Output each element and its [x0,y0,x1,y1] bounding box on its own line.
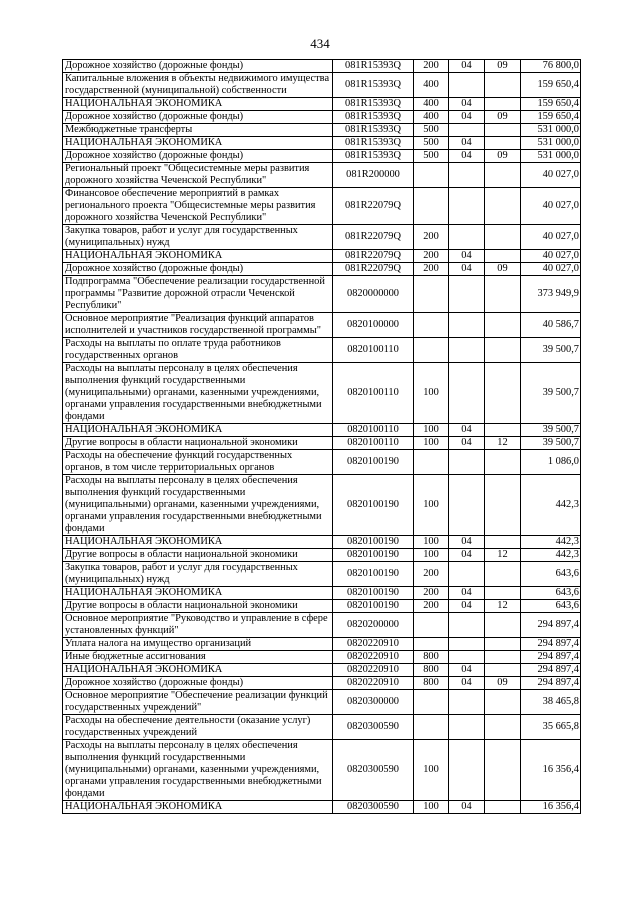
section-cell [449,363,485,424]
expense-type-cell: 100 [414,536,449,549]
table-row [63,664,581,677]
expense-type-cell [414,715,449,740]
amount-cell: 1 086,0 [521,450,581,475]
subsection-cell: 12 [485,600,521,613]
table-row [63,111,581,124]
amount-cell: 294 897,4 [521,664,581,677]
row-name-cell: Другие вопросы в области национальной экономики [63,600,333,613]
table-row [63,562,581,587]
table-row [63,651,581,664]
section-cell [449,450,485,475]
section-cell: 04 [449,263,485,276]
amount-cell: 442,3 [521,536,581,549]
section-cell [449,613,485,638]
amount-cell: 40 027,0 [521,263,581,276]
subsection-cell [485,562,521,587]
expense-type-cell [414,338,449,363]
subsection-cell [485,690,521,715]
section-cell: 04 [449,801,485,814]
section-cell: 04 [449,60,485,73]
section-cell [449,338,485,363]
table-row [63,690,581,715]
expense-type-cell [414,690,449,715]
target-code-cell: 0820100190 [333,536,414,549]
subsection-cell [485,188,521,225]
target-code-cell: 081R15393Q [333,137,414,150]
target-code-cell: 0820100190 [333,475,414,536]
amount-cell: 294 897,4 [521,613,581,638]
row-name-cell: Расходы на обеспечение деятельности (оказание услуг) государственных учреждений [63,715,333,740]
expense-type-cell: 100 [414,740,449,801]
amount-cell: 38 465,8 [521,690,581,715]
amount-cell: 35 665,8 [521,715,581,740]
table-row [63,740,581,801]
expense-type-cell [414,313,449,338]
subsection-cell [485,424,521,437]
target-code-cell: 0820100190 [333,587,414,600]
target-code-cell: 081R22079Q [333,188,414,225]
target-code-cell: 0820100190 [333,549,414,562]
target-code-cell: 0820100000 [333,313,414,338]
amount-cell: 531 000,0 [521,124,581,137]
table-row [63,250,581,263]
table-row [63,475,581,536]
subsection-cell: 09 [485,111,521,124]
section-cell [449,651,485,664]
amount-cell: 40 027,0 [521,225,581,250]
amount-cell: 294 897,4 [521,677,581,690]
row-name-cell: Закупка товаров, работ и услуг для государственных (муниципальных) нужд [63,225,333,250]
table-row [63,163,581,188]
row-name-cell: Основное мероприятие "Руководство и управление в сфере установленных функций" [63,613,333,638]
target-code-cell: 0820300590 [333,801,414,814]
subsection-cell: 09 [485,150,521,163]
amount-cell: 40 027,0 [521,250,581,263]
table-row [63,450,581,475]
target-code-cell: 0820300000 [333,690,414,715]
target-code-cell: 081R200000 [333,163,414,188]
amount-cell: 159 650,4 [521,111,581,124]
subsection-cell [485,613,521,638]
table-row [63,188,581,225]
amount-cell: 442,3 [521,475,581,536]
amount-cell: 294 897,4 [521,638,581,651]
table-row [63,549,581,562]
amount-cell: 16 356,4 [521,740,581,801]
subsection-cell: 09 [485,677,521,690]
row-name-cell: Закупка товаров, работ и услуг для государственных (муниципальных) нужд [63,562,333,587]
subsection-cell [485,98,521,111]
target-code-cell: 0820300590 [333,715,414,740]
expense-type-cell [414,276,449,313]
table-row [63,613,581,638]
expense-type-cell: 500 [414,137,449,150]
target-code-cell: 0820100110 [333,424,414,437]
expense-type-cell [414,188,449,225]
section-cell: 04 [449,536,485,549]
subsection-cell [485,276,521,313]
amount-cell: 39 500,7 [521,437,581,450]
expense-type-cell: 800 [414,664,449,677]
subsection-cell [485,225,521,250]
table-row [63,536,581,549]
row-name-cell: НАЦИОНАЛЬНАЯ ЭКОНОМИКА [63,801,333,814]
row-name-cell: Региональный проект "Общесистемные меры развития дорожного хозяйства Чеченской Республики" [63,163,333,188]
row-name-cell: НАЦИОНАЛЬНАЯ ЭКОНОМИКА [63,98,333,111]
subsection-cell: 09 [485,263,521,276]
section-cell: 04 [449,437,485,450]
section-cell: 04 [449,250,485,263]
target-code-cell: 0820220910 [333,638,414,651]
amount-cell: 531 000,0 [521,150,581,163]
target-code-cell: 0820300590 [333,740,414,801]
section-cell [449,124,485,137]
row-name-cell: НАЦИОНАЛЬНАЯ ЭКОНОМИКА [63,536,333,549]
row-name-cell: Дорожное хозяйство (дорожные фонды) [63,150,333,163]
row-name-cell: Основное мероприятие "Обеспечение реализации функций государственных учреждений" [63,690,333,715]
target-code-cell: 0820220910 [333,651,414,664]
table-row [63,150,581,163]
table-row [63,225,581,250]
subsection-cell: 09 [485,60,521,73]
row-name-cell: Дорожное хозяйство (дорожные фонды) [63,111,333,124]
target-code-cell: 0820100190 [333,562,414,587]
row-name-cell: Дорожное хозяйство (дорожные фонды) [63,263,333,276]
target-code-cell: 081R15393Q [333,124,414,137]
section-cell [449,163,485,188]
expense-type-cell: 100 [414,801,449,814]
amount-cell: 373 949,9 [521,276,581,313]
target-code-cell: 0820100190 [333,450,414,475]
subsection-cell [485,664,521,677]
subsection-cell [485,73,521,98]
row-name-cell: Межбюджетные трансферты [63,124,333,137]
table-row [63,437,581,450]
amount-cell: 643,6 [521,600,581,613]
table-row [63,715,581,740]
subsection-cell [485,536,521,549]
amount-cell: 16 356,4 [521,801,581,814]
subsection-cell: 12 [485,549,521,562]
table-row [63,600,581,613]
table-row [63,124,581,137]
section-cell: 04 [449,150,485,163]
section-cell [449,313,485,338]
amount-cell: 159 650,4 [521,98,581,111]
section-cell: 04 [449,111,485,124]
subsection-cell [485,137,521,150]
expense-type-cell: 200 [414,587,449,600]
target-code-cell: 081R15393Q [333,73,414,98]
section-cell [449,73,485,98]
section-cell [449,638,485,651]
subsection-cell: 12 [485,437,521,450]
section-cell: 04 [449,424,485,437]
target-code-cell: 081R15393Q [333,150,414,163]
target-code-cell: 081R22079Q [333,225,414,250]
amount-cell: 40 586,7 [521,313,581,338]
subsection-cell [485,363,521,424]
target-code-cell: 0820100190 [333,600,414,613]
subsection-cell [485,250,521,263]
amount-cell: 40 027,0 [521,188,581,225]
expense-type-cell: 500 [414,150,449,163]
row-name-cell: Другие вопросы в области национальной экономики [63,549,333,562]
section-cell [449,562,485,587]
table-row [63,638,581,651]
expense-type-cell [414,450,449,475]
row-name-cell: НАЦИОНАЛЬНАЯ ЭКОНОМИКА [63,250,333,263]
expense-type-cell: 100 [414,424,449,437]
section-cell: 04 [449,137,485,150]
amount-cell: 643,6 [521,587,581,600]
subsection-cell [485,450,521,475]
table-row [63,263,581,276]
amount-cell: 442,3 [521,549,581,562]
row-name-cell: НАЦИОНАЛЬНАЯ ЭКОНОМИКА [63,664,333,677]
subsection-cell [485,638,521,651]
section-cell: 04 [449,677,485,690]
section-cell [449,276,485,313]
table-row [63,313,581,338]
row-name-cell: Финансовое обеспечение мероприятий в рамках регионального проекта "Общесистемные меры развития дорожного хозяйства Чеченской Республики" [63,188,333,225]
expense-type-cell: 100 [414,549,449,562]
expense-type-cell: 200 [414,263,449,276]
expense-type-cell: 200 [414,250,449,263]
expense-type-cell: 500 [414,124,449,137]
expense-type-cell: 200 [414,600,449,613]
subsection-cell [485,801,521,814]
subsection-cell [485,740,521,801]
subsection-cell [485,715,521,740]
target-code-cell: 0820100110 [333,363,414,424]
subsection-cell [485,651,521,664]
section-cell: 04 [449,549,485,562]
subsection-cell [485,163,521,188]
amount-cell: 40 027,0 [521,163,581,188]
row-name-cell: НАЦИОНАЛЬНАЯ ЭКОНОМИКА [63,137,333,150]
target-code-cell: 0820100110 [333,437,414,450]
table-row [63,338,581,363]
amount-cell: 643,6 [521,562,581,587]
target-code-cell: 081R22079Q [333,263,414,276]
amount-cell: 39 500,7 [521,363,581,424]
subsection-cell [485,587,521,600]
table-row [63,60,581,73]
amount-cell: 294 897,4 [521,651,581,664]
row-name-cell: Расходы на выплаты персоналу в целях обеспечения выполнения функций государственными (муниципальными) органами, казенными учреждениями, органами управления государственными внебюджетными фондами [63,475,333,536]
row-name-cell: Иные бюджетные ассигнования [63,651,333,664]
table-row [63,276,581,313]
expense-type-cell: 800 [414,677,449,690]
expense-type-cell [414,163,449,188]
section-cell: 04 [449,664,485,677]
section-cell [449,690,485,715]
expense-type-cell [414,613,449,638]
expense-type-cell: 800 [414,651,449,664]
expense-type-cell: 400 [414,98,449,111]
section-cell [449,188,485,225]
expense-type-cell: 100 [414,475,449,536]
table-row [63,137,581,150]
target-code-cell: 0820100110 [333,338,414,363]
table-row [63,677,581,690]
target-code-cell: 0820000000 [333,276,414,313]
table-row [63,424,581,437]
expense-type-cell: 400 [414,111,449,124]
row-name-cell: НАЦИОНАЛЬНАЯ ЭКОНОМИКА [63,424,333,437]
target-code-cell: 081R15393Q [333,111,414,124]
table-row [63,801,581,814]
section-cell [449,475,485,536]
row-name-cell: Подпрограмма "Обеспечение реализации государственной программы "Развитие дорожной отрасли Чеченской Республики" [63,276,333,313]
target-code-cell: 081R22079Q [333,250,414,263]
row-name-cell: НАЦИОНАЛЬНАЯ ЭКОНОМИКА [63,587,333,600]
target-code-cell: 081R15393Q [333,60,414,73]
section-cell [449,740,485,801]
page-number: 434 [310,36,330,51]
amount-cell: 531 000,0 [521,137,581,150]
expense-type-cell: 200 [414,225,449,250]
subsection-cell [485,338,521,363]
row-name-cell: Основное мероприятие "Реализация функций аппаратов исполнителей и участников государственной программы" [63,313,333,338]
amount-cell: 39 500,7 [521,338,581,363]
amount-cell: 76 800,0 [521,60,581,73]
section-cell: 04 [449,587,485,600]
subsection-cell [485,313,521,338]
table-row [63,98,581,111]
table-row [63,363,581,424]
budget-table [62,59,581,814]
subsection-cell [485,475,521,536]
expense-type-cell: 200 [414,562,449,587]
row-name-cell: Капитальные вложения в объекты недвижимого имущества государственной (муниципальной) собственности [63,73,333,98]
target-code-cell: 0820220910 [333,677,414,690]
row-name-cell: Уплата налога на имущество организаций [63,638,333,651]
row-name-cell: Расходы на обеспечение функций государственных органов, в том числе территориальных органов [63,450,333,475]
expense-type-cell: 400 [414,73,449,98]
budget-table-body [63,60,581,814]
section-cell: 04 [449,600,485,613]
section-cell: 04 [449,98,485,111]
expense-type-cell [414,638,449,651]
amount-cell: 159 650,4 [521,73,581,98]
row-name-cell: Дорожное хозяйство (дорожные фонды) [63,60,333,73]
row-name-cell: Расходы на выплаты по оплате труда работников государственных органов [63,338,333,363]
target-code-cell: 0820200000 [333,613,414,638]
target-code-cell: 081R15393Q [333,98,414,111]
subsection-cell [485,124,521,137]
table-row [63,73,581,98]
target-code-cell: 0820220910 [333,664,414,677]
expense-type-cell: 100 [414,363,449,424]
amount-cell: 39 500,7 [521,424,581,437]
row-name-cell: Расходы на выплаты персоналу в целях обеспечения выполнения функций государственными (муниципальными) органами, казенными учреждениями, органами управления государственными внебюджетными фондами [63,740,333,801]
row-name-cell: Другие вопросы в области национальной экономики [63,437,333,450]
row-name-cell: Расходы на выплаты персоналу в целях обеспечения выполнения функций государственными (муниципальными) органами, казенными учреждениями, органами управления государственными внебюджетными фондами [63,363,333,424]
section-cell [449,225,485,250]
expense-type-cell: 200 [414,60,449,73]
expense-type-cell: 100 [414,437,449,450]
row-name-cell: Дорожное хозяйство (дорожные фонды) [63,677,333,690]
table-row [63,587,581,600]
section-cell [449,715,485,740]
